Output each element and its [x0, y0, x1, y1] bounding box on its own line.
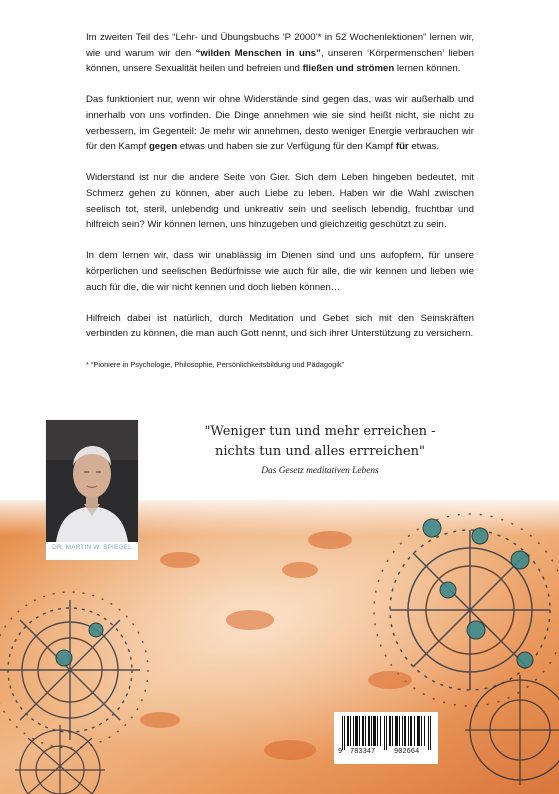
back-cover-text: [86, 30, 474, 389]
footnote: * “Pioniere in Psychologie, Philosophie, Persönlichkeitsbildung und Pädagogik”: [86, 360, 345, 370]
bold-phrase-wilde-menschen: “wilden Menschen in uns”: [195, 47, 321, 59]
quote-line-1: "Weniger tun und mehr erreichen -: [204, 424, 436, 439]
barcode-bars: [342, 716, 432, 750]
bold-word-fuer: für: [395, 141, 409, 153]
paragraph-3: Widerstand ist nur die andere Seite von Gier. Sich dem Leben hingeben bedeutet, mit Schmerz gehen zu können, aber auch Liebe zu leben. Haben wir die Wahl zwischen seelisch tot, steril, unlebendig und unkreativ sein und seelisch lebendig, fruchtbar und hilfreich sein? Wir können lernen, uns hinzugeben und gleichzeitig geschützt zu sein.: [86, 172, 474, 231]
paragraph-1: Im zweiten Teil des “Lehr- und Übungsbuchs ‘P 2000’* in 52 Wochenlektionen” lernen wir, wie und warum wir den “wilden Menschen in uns”, unseren ‘Körpermenschen’ lieben können, unsere Sexualität heilen und befreien und fließen und strömen lernen können.: [86, 32, 475, 75]
quote-line-2: nichts tun und alles errreichen": [215, 444, 425, 459]
quote-subtitle: Das Gesetz meditativen Lebens: [261, 466, 379, 476]
author-portrait: [46, 420, 138, 542]
author-photo-card: [46, 420, 138, 560]
bold-word-gegen: gegen: [148, 141, 178, 153]
bold-phrase-fliessen: fließen und strömen: [302, 63, 395, 75]
quote-block: [180, 422, 460, 476]
paragraph-5: Hilfreich dabei ist natürlich, durch Meditation und Gebet sich mit den Seinskräften verbinden zu können, die man auch Gott nennt, und sich ihrer Unterstützung zu versichern.: [86, 312, 474, 340]
isbn-right-group: 902664: [394, 748, 420, 756]
isbn-barcode: [334, 712, 438, 764]
isbn-first-digit: 9: [338, 748, 343, 756]
paragraph-4: In dem lernen wir, dass wir unablässig im Dienen sind und uns aufopfern, für unsere körperlichen und seelischen Bedürfnisse wie auch für alle, die wir kennen und lieben wie auch für die, die wir nicht kennen und doch lieben können…: [86, 250, 474, 293]
isbn-left-group: 783347: [350, 748, 376, 756]
author-name: DR. MARTIN W. SPIEGEL: [52, 544, 132, 551]
paragraph-2: Das funktioniert nur, wenn wir ohne Widerstände sind gegen das, was wir außerhalb und innerhalb von uns vorfinden. Die Dinge annehmen wie sie sind heißt nicht, sie nicht zu verbessern, im Gegenteil: Je mehr wir annehmen, desto weniger Energie verbrauchen wir für den Kampf gegen etwas und haben sie zur Verfügung für den Kampf für etwas.: [86, 94, 474, 153]
